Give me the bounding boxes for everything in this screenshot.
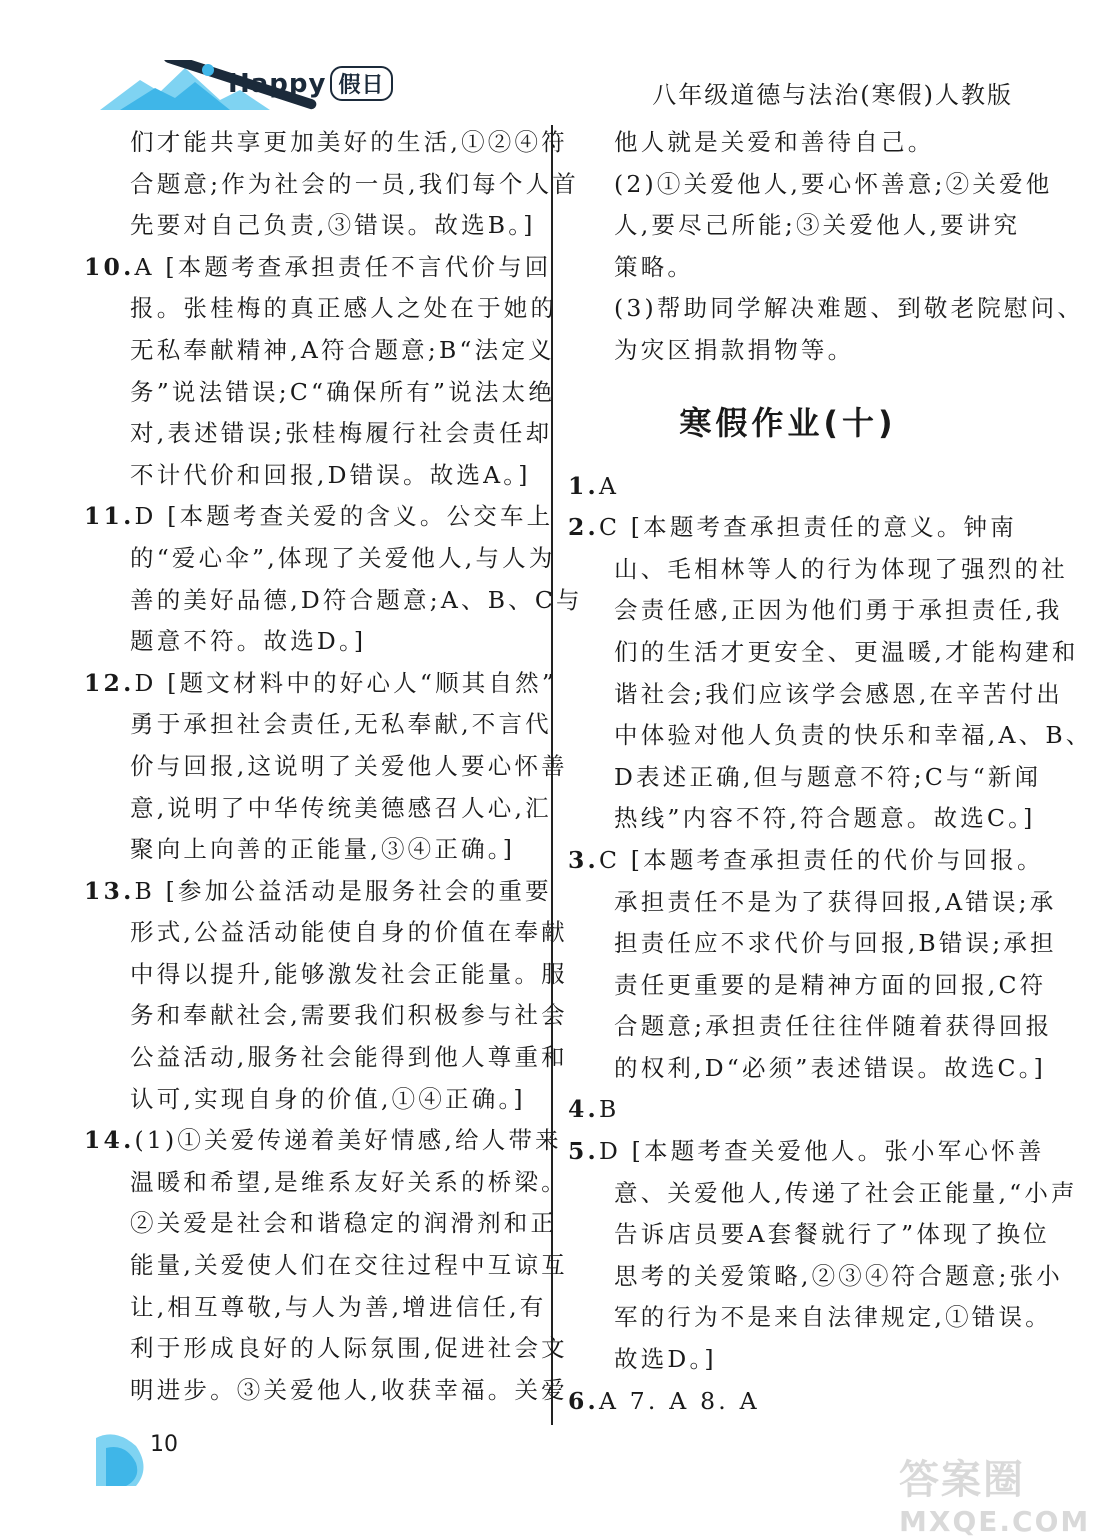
line-text: 会责任感,正因为他们勇于承担责任,我 <box>614 596 1063 625</box>
line-text: 明进步。③关爱他人,收获幸福。关爱 <box>130 1375 568 1404</box>
line-text: A 7. A 8. A <box>598 1386 760 1415</box>
watermark-bottom: MXQE.COM <box>899 1505 1091 1538</box>
right-column-bottom <box>568 466 1093 1423</box>
text-line <box>84 1037 568 1079</box>
question-number: 13. <box>84 876 135 905</box>
text-line <box>84 205 536 247</box>
line-text: (1)①关爱传递着美好情感,给人带来 <box>134 1126 562 1155</box>
line-text: D [本题考查关爱他人。张小军心怀善 <box>598 1137 1045 1166</box>
text-line <box>568 674 1063 716</box>
line-text: 人,要尽己所能;③关爱他人,要讲究 <box>614 211 1021 240</box>
text-line <box>84 1287 547 1329</box>
text-line <box>84 164 579 206</box>
text-line <box>568 965 1047 1007</box>
text-line <box>84 1079 524 1121</box>
line-text: 对,表述错误;张桂梅履行社会责任却 <box>130 419 553 448</box>
line-text: 不计代价和回报,D错误。故选A。] <box>130 460 531 489</box>
line-text: 勇于承担社会责任,无私奉献,不言代 <box>130 710 552 739</box>
logo-badge: 假日 <box>330 66 392 101</box>
text-line <box>568 122 1008 164</box>
watermark-top: 答案圈 <box>899 1457 1025 1503</box>
text-line <box>568 1048 1047 1090</box>
line-text: 无私奉献精神,A符合题意;B“法定义 <box>130 335 555 364</box>
text-line <box>568 840 1044 882</box>
text-line <box>568 590 1063 632</box>
line-text: (3)帮助同学解决难题、到敬老院慰问、 <box>614 294 1085 323</box>
text-line <box>84 912 568 954</box>
line-text: 务”说法错误;C“确保所有”说法太绝 <box>130 377 556 406</box>
text-line <box>568 1381 1008 1423</box>
text-line <box>568 715 1093 757</box>
question-number: 14. <box>84 1126 135 1155</box>
text-line <box>568 1214 1050 1256</box>
text-line <box>84 746 568 788</box>
line-text: 聚向上向善的正能量,③④正确。] <box>130 835 516 864</box>
line-text: 他人就是关爱和善待自己。 <box>614 128 935 156</box>
line-text: D [本题考查关爱的含义。公交车上 <box>134 502 554 531</box>
line-text: C [本题考查承担责任的意义。钟南 <box>598 513 1017 542</box>
text-line <box>84 1328 568 1370</box>
line-text: 为灾区捐款捐物等。 <box>614 335 855 364</box>
text-line <box>84 1120 562 1162</box>
line-text: 形式,公益活动能使自身的价值在奉献 <box>130 918 568 947</box>
line-text: D表述正确,但与题意不符;C与“新闻 <box>614 762 1042 791</box>
line-text: 价与回报,这说明了关爱他人要心怀善 <box>130 751 568 780</box>
line-text: 的权利,D“必须”表述错误。故选C。] <box>614 1053 1047 1082</box>
line-text: 先要对自己负责,③错误。故选B。] <box>130 211 536 240</box>
text-line <box>84 455 531 497</box>
text-line <box>568 1006 1053 1048</box>
line-text: 热线”内容不符,符合题意。故选C。] <box>614 804 1036 833</box>
line-text: 合题意;承担责任往往伴随着获得回报 <box>614 1012 1053 1041</box>
line-text: 意、关爱他人,传递了社会正能量,“小声 <box>614 1178 1078 1207</box>
line-text: 能量,关爱使人们在交往过程中互谅互 <box>130 1251 568 1280</box>
line-text: 思考的关爱策略,②③④符合题意;张小 <box>614 1261 1063 1290</box>
text-line <box>568 757 1042 799</box>
text-line <box>568 330 1008 372</box>
line-text: 策略。 <box>614 252 695 281</box>
line-text: 山、毛相林等人的行为体现了强烈的社 <box>614 554 1068 583</box>
line-text: 意,说明了中华传统美德感召人心,汇 <box>130 793 552 822</box>
text-line <box>84 1245 568 1287</box>
line-text: 合题意;作为社会的一员,我们每个人首 <box>130 169 579 198</box>
left-column <box>84 122 583 1411</box>
text-line <box>84 247 552 289</box>
text-line <box>568 923 1057 965</box>
text-line <box>84 1203 558 1245</box>
text-line <box>84 788 552 830</box>
question-number: 5. <box>568 1137 599 1166</box>
text-line <box>568 1173 1078 1215</box>
text-line <box>568 1297 1052 1339</box>
line-text: D [题文材料中的好心人“顺其自然” <box>134 668 558 697</box>
section-title: 寒假作业(十) <box>679 403 897 442</box>
question-number: 1. <box>568 471 599 500</box>
right-column <box>568 122 1093 1422</box>
line-text: 担责任应不求代价与回报,B错误;承担 <box>614 929 1057 958</box>
watermark <box>899 1448 1099 1538</box>
text-line <box>84 871 552 913</box>
line-text: B <box>598 1095 620 1124</box>
subject-title: 八年级道德与法治(寒假)人教版 <box>652 81 1013 109</box>
line-text: 谐社会;我们应该学会感恩,在辛苦付出 <box>614 679 1063 708</box>
text-line <box>84 580 583 622</box>
line-text: 故选D。] <box>614 1345 717 1374</box>
line-text: 的“爱心伞”,体现了关爱他人,与人为 <box>130 543 556 572</box>
line-text: 让,相互尊敬,与人为善,增进信任,有 <box>130 1292 547 1321</box>
question-number: 11. <box>84 502 135 531</box>
text-line <box>568 1131 1045 1173</box>
page-header <box>0 0 1109 118</box>
line-text: 温暖和希望,是维系友好关系的桥梁。 <box>130 1167 568 1196</box>
line-text: 利于形成良好的人际氛围,促进社会文 <box>130 1334 568 1363</box>
text-line <box>568 1256 1063 1298</box>
text-line <box>84 413 553 455</box>
line-text: 们的生活才更安全、更温暖,才能构建和 <box>614 637 1079 666</box>
text-line <box>568 247 1008 289</box>
text-line <box>84 1370 568 1412</box>
line-text: 题意不符。故选D。] <box>130 627 367 656</box>
text-line <box>84 122 568 164</box>
line-text: 公益活动,服务社会能得到他人尊重和 <box>130 1043 568 1072</box>
line-text: 们才能共享更加美好的生活,①②④符 <box>130 128 568 156</box>
line-text: A <box>598 471 620 500</box>
line-text: ②关爱是社会和谐稳定的润滑剂和正 <box>130 1209 558 1238</box>
text-line <box>568 549 1068 591</box>
text-line <box>84 829 524 871</box>
text-line <box>84 1162 568 1204</box>
line-text: 善的美好品德,D符合题意;A、B、C与 <box>130 585 583 614</box>
line-text: 承担责任不是为了获得回报,A错误;承 <box>614 887 1057 916</box>
text-line <box>84 621 524 663</box>
text-line <box>84 704 552 746</box>
text-line <box>84 538 556 580</box>
question-number: 6. <box>568 1386 599 1415</box>
line-text: (2)①关爱他人,要心怀善意;②关爱他 <box>614 169 1053 198</box>
text-line <box>568 205 1021 247</box>
text-line <box>84 288 558 330</box>
text-line <box>568 882 1057 924</box>
line-text: 中体验对他人负责的快乐和幸福,A、B、 <box>614 721 1093 750</box>
text-line <box>568 1089 1008 1131</box>
text-line <box>84 330 555 372</box>
text-line <box>568 632 1079 674</box>
text-line <box>568 164 1053 206</box>
line-text: B [参加公益活动是服务社会的重要 <box>134 876 552 905</box>
text-line <box>84 995 568 1037</box>
text-line <box>568 507 1017 549</box>
line-text: 报。张桂梅的真正感人之处在于她的 <box>130 294 558 323</box>
text-line <box>84 372 556 414</box>
text-line <box>568 288 1085 330</box>
text-line <box>568 466 1008 508</box>
logo-happy: Happy <box>228 69 327 99</box>
line-text: A [本题考查承担责任不言代价与回 <box>134 252 552 281</box>
line-text: 军的行为不是来自法律规定,①错误。 <box>614 1303 1052 1332</box>
line-text: C [本题考查承担责任的代价与回报。 <box>598 845 1044 874</box>
question-number: 12. <box>84 668 135 697</box>
line-text: 认可,实现自身的价值,①④正确。] <box>130 1084 526 1113</box>
text-line <box>84 663 558 705</box>
line-text: 务和奉献社会,需要我们积极参与社会 <box>130 1001 568 1030</box>
text-line <box>84 954 568 996</box>
line-text: 告诉店员要A套餐就行了”体现了换位 <box>614 1220 1050 1249</box>
text-line <box>84 496 554 538</box>
question-number: 3. <box>568 845 599 874</box>
question-number: 10. <box>84 252 135 281</box>
logo-text <box>228 66 393 101</box>
text-line <box>568 798 1036 840</box>
line-text: 责任更重要的是精神方面的回报,C符 <box>614 970 1047 999</box>
line-text: 中得以提升,能够激发社会正能量。服 <box>130 959 568 988</box>
text-line <box>568 1339 1008 1381</box>
question-number: 4. <box>568 1095 599 1124</box>
page-number: 10 <box>150 1432 178 1457</box>
right-column-top <box>568 122 1085 372</box>
question-number: 2. <box>568 513 599 542</box>
